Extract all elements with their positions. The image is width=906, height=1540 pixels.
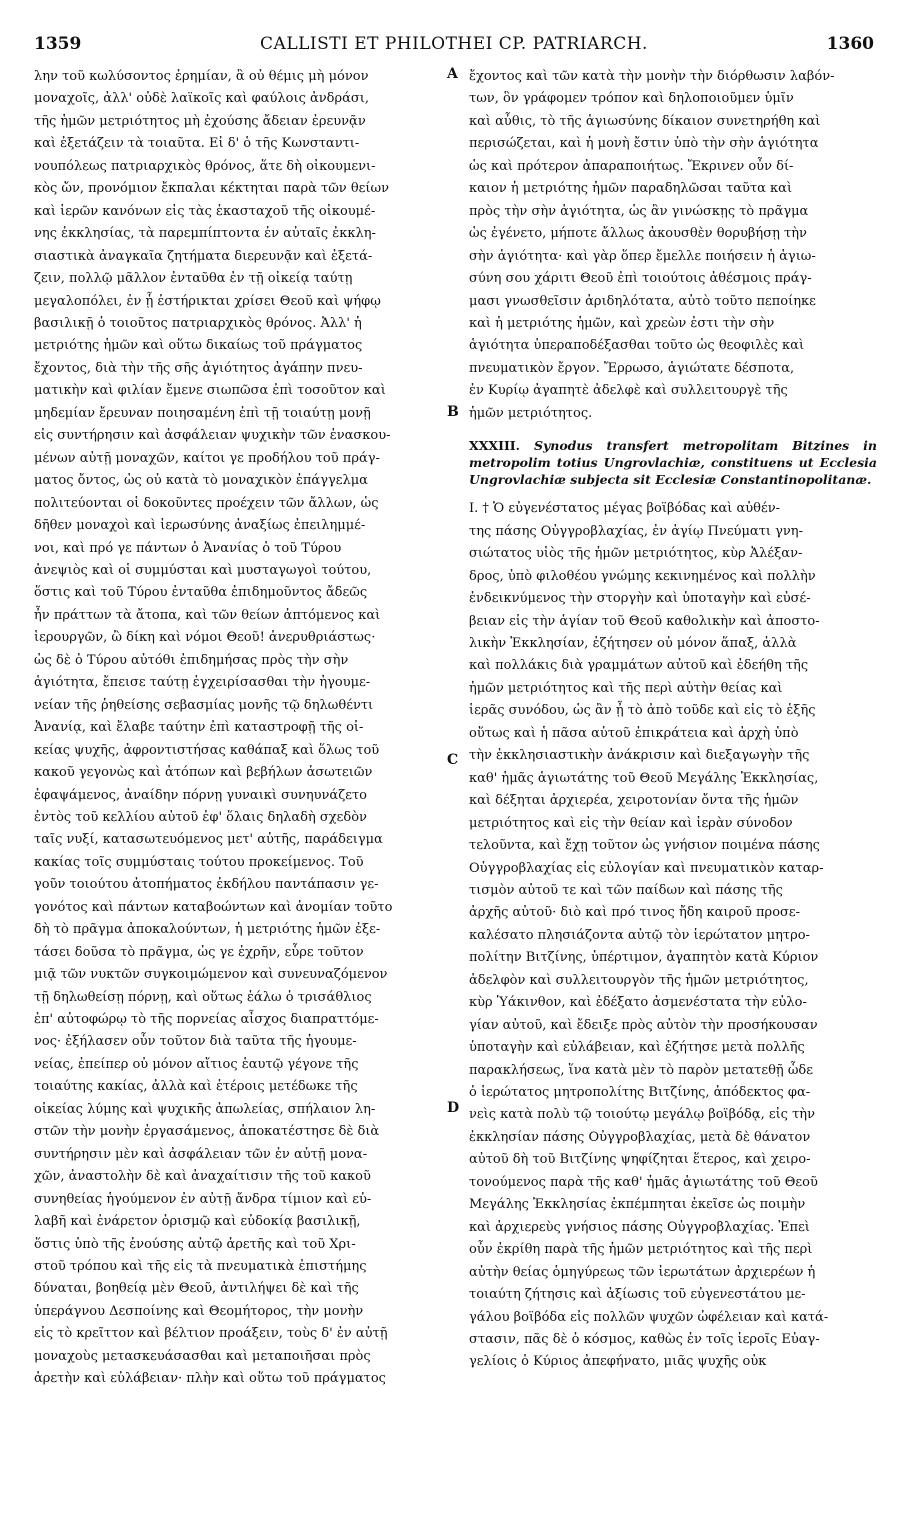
text-line: Οὐγγροβλαχίας εἰς εὐλογίαν καὶ πνευματικὸν καταρ- — [469, 860, 824, 876]
text-line: λικὴν Ἐκκλησίαν, ἐζήτησεν οὐ μόνον ἅπαξ, ἀλλὰ — [469, 635, 797, 651]
text-line: δῆθεν μοναχοὶ καὶ ἱερωσύνης ἀναξίως ἐπειλημμέ- — [34, 518, 366, 534]
text-line: κὺρ Ὑάκινθον, καὶ ἐδέξατο ἀσμενέστατα τὴν εὐλο- — [469, 995, 807, 1011]
page-number-left: 1359 — [34, 34, 82, 54]
text-line: νεὶς κατὰ πολὺ τῷ τοιούτῳ μεγάλῳ βοϊβόδᾳ, εἰς τὴν — [469, 1107, 815, 1123]
text-line: ματος ὄντος, ὡς οὐ κατὰ τὸ μοναχικὸν ἐπάγγελμα — [34, 473, 368, 489]
text-line: συντήρησιν μὲν καὶ ἀσφάλειαν τῶν ἐν αὐτῇ μονα- — [34, 1146, 368, 1162]
margin-marker-a: A — [447, 66, 458, 82]
text-line: σιαστικὰ ἀναγκαῖα ζητήματα διερευνᾷν καὶ ἐξετά- — [34, 248, 373, 264]
text-line: μετριότης ἡμῶν καὶ οὕτω δικαίως τοῦ πράγματος — [34, 338, 363, 354]
margin-marker-c: C — [447, 752, 459, 768]
right-column-letter-end — [469, 66, 877, 425]
right-column-decree-text — [469, 498, 877, 1374]
text-line: οὖν ἐκρίθη παρὰ τῆς ἡμῶν μετριότητος καὶ τῆς περὶ — [469, 1242, 813, 1258]
text-line: στασιν, πᾶς δὲ ὁ κόσμος, καθὼς ἐν τοῖς ἱεροῖς Εὐαγ- — [469, 1332, 820, 1348]
text-line: ζειν, πολλῷ μᾶλλον ἐνταῦθα ἐν τῇ οἰκείᾳ ταύτῃ — [34, 271, 353, 287]
text-line: καὶ ἱερῶν κανόνων εἰς τὰς ἑκασταχοῦ τῆς οἰκουμέ- — [34, 203, 376, 219]
left-column — [34, 66, 445, 1391]
text-line: τῇ δηλωθείσῃ πόρνῃ, καὶ οὕτως ἑάλω ὁ τρισάθλιος — [34, 989, 372, 1005]
page-number-right: 1360 — [826, 34, 874, 54]
text-line: ἁγιότητα, ἔπεισε ταύτῃ ἐγχειρίσασθαι τὴν ἡγουμε- — [34, 675, 371, 691]
text-line: των, ὃν γράφομεν τρόπον καὶ δηλοποιοῦμεν ὑμῖν — [469, 91, 794, 107]
text-line: πολίτην Βιτζίνης, ὑπέρτιμον, ἀγαπητὸν κατὰ Κύριον — [469, 950, 819, 966]
text-line: στοῦ τρόπου καὶ τῆς εἰς τὰ πνευματικὰ ἐπιστήμης — [34, 1259, 367, 1275]
text-line: ὑπεράγνου Δεσποίνης καὶ Θεομήτορος, τὴν μονὴν — [34, 1303, 364, 1319]
text-line: Μεγάλης Ἐκκλησίας ἐκπέμπηται ἐκεῖσε ὡς ποιμὴν — [469, 1197, 806, 1213]
text-line: ὅστις ὑπὸ τῆς ἐνούσης αὐτῷ ἀρετῆς καὶ τοῦ Χρι- — [34, 1236, 356, 1252]
text-line: κὸς ὤν, προνόμιον ἔκπαλαι κέκτηται παρὰ τῶν θείων — [34, 181, 389, 197]
text-line: ἀρετὴν καὶ εὐλάβειαν· πλὴν καὶ οὕτω τοῦ πράγματος — [34, 1371, 386, 1387]
text-line: γελίοις ὁ Κύριος ἀπεφήνατο, μιᾶς ψυχῆς οὐκ — [469, 1354, 767, 1370]
text-line: λην τοῦ κωλύσοντος ἐρημίαν, ἃ οὐ θέμις μὴ μόνον — [34, 69, 369, 84]
text-line: καὶ ἐξετάζειν τὰ τοιαῦτα. Εἰ δ' ὁ τῆς Κωνσταντι- — [34, 136, 360, 152]
text-line: τῆς ἡμῶν μετριότητος μὴ ἐχούσης ἄδειαν ἐρευνᾷν — [34, 113, 366, 129]
text-line: δύναται, βοηθείᾳ μὲν Θεοῦ, ἀντιλήψει δὲ καὶ τῆς — [34, 1281, 359, 1297]
text-line: τὴν ἐκκλησιαστικὴν ἀνάκρισιν καὶ διεξαγωγὴν τῆς — [469, 748, 810, 764]
text-line: εἰς συντήρησιν καὶ ἀσφάλειαν ψυχικὴν τῶν ἐνασκου- — [34, 428, 391, 444]
text-line: μασι γνωσθεῖσιν ἀριδηλότατα, αὐτὸ τοῦτο πεποίηκε — [469, 293, 816, 309]
text-line: ἐφαψάμενος, ἀναίδην πόρνῃ γυναικὶ συνηυνάζετο — [34, 787, 367, 803]
text-line: καὶ δέξηται ἀρχιερέα, χειροτονίαν ὄντα τῆς ἡμῶν — [469, 793, 799, 809]
text-line: μηδεμίαν ἔρευναν ποιησαμένη ἐπὶ τῇ τοιαύτῃ μονῇ — [34, 405, 371, 421]
text-line: τονούμενος παρὰ τῆς καθ' ἡμᾶς ἁγιωτάτης τοῦ Θεοῦ — [469, 1174, 818, 1190]
text-line: μεγαλοπόλει, ἐν ᾗ ἐστήρικται χρίσει Θεοῦ καὶ ψήφῳ — [34, 293, 381, 309]
text-line: ἐντὸς τοῦ κελλίου αὐτοῦ ἐφ' ὅλαις δηλαδὴ σχεδὸν — [34, 809, 367, 825]
text-line: καὶ αὖθις, τὸ τῆς ἁγιωσύνης δίκαιον συνετηρήθη καὶ — [469, 113, 821, 129]
margin-marker-b: B — [447, 404, 459, 420]
text-line: οὕτως καὶ ἡ πᾶσα αὐτοῦ ἐπικράτεια καὶ ἀρχὴ ὑπὸ — [469, 725, 799, 741]
text-line: σὴν ἁγιότητα· καὶ γὰρ ὅπερ ἔμελλε ποιήσειν ἡ ἁγιω- — [469, 248, 816, 264]
text-line: μοναχοῖς, ἀλλ' οὐδὲ λαϊκοῖς καὶ φαύλοις ἀνδράσι, — [34, 91, 370, 107]
text-line: ἐνδεικνύμενος τὴν στοργὴν καὶ ὑποταγὴν καὶ εὐσέ- — [469, 591, 811, 607]
text-line: καὶ ἡ μετριότης ἡμῶν, καὶ χρεὼν ἐστι τὴν σὴν — [469, 315, 775, 331]
text-line: ἐπ' αὐτοφώρῳ τὸ τῆς πορνείας αἶσχος διαπραττόμε- — [34, 1012, 379, 1028]
text-line: ὡς ἐγένετο, μήποτε ἄλλως ἀκουσθὲν θορυβήσῃ τὴν — [469, 226, 807, 242]
text-line: ἀδελφὸν καὶ συλλειτουργὸν τῆς ἡμῶν μετριότητος, — [469, 972, 809, 988]
text-line: λαβῆ καὶ ἐνάρετον ὁρισμῷ καὶ εὐδοκίᾳ βασιλικῇ, — [34, 1214, 361, 1230]
text-line: ἔχοντος καὶ τῶν κατὰ τὴν μονὴν τὴν διόρθωσιν λαβόν- — [469, 69, 835, 84]
text-line: νοι, καὶ πρό γε πάντων ὁ Ἀνανίας ὁ τοῦ Τύρου — [34, 540, 342, 556]
section-number: XXXIII. — [469, 438, 520, 454]
text-line: πνευματικὸν ἔργον. Ἔρρωσο, ἁγιώτατε δέσποτα, — [469, 360, 795, 376]
text-line: της πάσης Οὐγγροβλαχίας, ἐν ἁγίῳ Πνεύματι γνη- — [469, 523, 803, 539]
text-line: κακοῦ γεγονὼς καὶ ἀτόπων καὶ βεβήλων ἀσωτειῶν — [34, 765, 373, 781]
text-line: ταῖς νυξί, κατασωτευόμενος μετ' αὐτῆς, παράδειγμα — [34, 832, 383, 848]
text-line: οἰκείας λύμης καὶ ψυχικῆς ἀπωλείας, σπήλαιον λη- — [34, 1101, 376, 1117]
right-column — [469, 66, 877, 1374]
text-line: Ἀνανίᾳ, καὶ ἔλαβε ταύτην ἐπὶ καταστροφῇ τῆς οἰ- — [34, 720, 364, 736]
text-line: καὶ πολλάκις διὰ γραμμάτων αὐτοῦ καὶ ἐδεήθη τῆς — [469, 658, 809, 674]
text-line: βασιλικῇ ὁ τοιοῦτος πατριαρχικὸς θρόνος. Ἀλλ' ἡ — [34, 315, 362, 331]
text-line: συνηθείας ἡγούμενον ἐν αὐτῇ ἄνδρα τίμιον καὶ εὐ- — [34, 1191, 372, 1207]
text-line: μοναχοὺς μετασκευάσασθαι καὶ μεταποιῆσαι πρὸς — [34, 1348, 371, 1364]
text-line: μετριότητος καὶ εἰς τὴν θείαν καὶ ἱερὰν σύνοδον — [469, 815, 793, 831]
text-line: ὡς δὲ ὁ Τύρου αὐτόθι ἐπιδημήσας πρὸς τὴν σὴν — [34, 652, 349, 668]
text-line: αὐτὴν θείας ὁμηγύρεως τῶν ἱερωτάτων ἀρχιερέων ἡ — [469, 1264, 816, 1280]
text-line: μιᾷ τῶν νυκτῶν συγκοιμώμενον καὶ συνευναζόμενον — [34, 967, 388, 983]
text-line: καθ' ἡμᾶς ἁγιωτάτης τοῦ Θεοῦ Μεγάλης Ἐκκλησίας, — [469, 770, 819, 786]
text-line: ἱερᾶς συνόδου, ὡς ἂν ᾖ τὸ ἀπὸ τοῦδε καὶ εἰς τὸ ἑξῆς — [469, 703, 816, 719]
text-line: περισώζεται, καὶ ἡ μονὴ ἔστιν ὑπὸ τὴν σὴν ἁγιότητα — [469, 136, 819, 152]
text-line: τοιαύτης κακίας, ἀλλὰ καὶ ἑτέροις μετέδωκε τῆς — [34, 1079, 358, 1095]
margin-marker-d: D — [447, 1100, 460, 1116]
text-line: ἱερουργῶν, ὢ δίκη καὶ νόμοι Θεοῦ! ἀνερυθριάστως· — [34, 630, 376, 646]
text-line: ἔχοντος, διὰ τὴν τῆς σῆς ἁγιότητος ἀγάπην πνευ- — [34, 360, 363, 376]
text-line: νείαν τῆς ῥηθείσης σεβασμίας μονῆς τῷ δηλωθέντι — [34, 697, 374, 713]
text-line: ἐν Κυρίῳ ἀγαπητὲ ἀδελφὲ καὶ συλλειτουργὲ τῆς — [469, 383, 788, 399]
text-line: νης ἐκκλησίας, τὰ παρεμπίπτοντα ἐν αὐταῖς ἐκκλη- — [34, 226, 376, 242]
text-line: δρος, ὑπὸ φιλοθέου γνώμης κεκινημένος καὶ πολλὴν — [469, 568, 816, 584]
text-line: δὴ τὸ πρᾶγμα ἀποκαλούντων, ἡ μετριότης ἡμῶν ἐξε- — [34, 922, 381, 938]
text-line: νείας, ἐπείπερ οὐ μόνον αἴτιος ἑαυτῷ γέγονε τῆς — [34, 1056, 359, 1072]
text-line: νος· ἐξήλασεν οὖν τοῦτον διὰ ταῦτα τῆς ἡγουμε- — [34, 1034, 357, 1050]
text-line: πολιτεύονται οἱ δοκοῦντες προέχειν τῶν ἄλλων, ὡς — [34, 495, 379, 511]
text-line: νουπόλεως πατριαρχικὸς θρόνος, ἅτε δὴ οἰκουμενι- — [34, 158, 376, 174]
text-line: ἡμῶν μετριότητος. — [469, 405, 593, 421]
page-header — [34, 34, 874, 62]
text-line: γονότος καὶ πάντων καταβοώντων καὶ ἀνομίαν τοῦτο — [34, 899, 393, 915]
text-line: ἐκκλησίαν πάσης Οὐγγροβλαχίας, μετὰ δὲ θάνατον — [469, 1129, 811, 1145]
text-line: ματικὴν καὶ φιλίαν ἔμενε σιωπῶσα ἐπὶ τοσοῦτον καὶ — [34, 383, 386, 399]
text-line: καιον ἡ μετριότης ἡμῶν παραδηλῶσαι ταῦτα καὶ — [469, 181, 793, 197]
section-heading — [469, 437, 877, 488]
text-line: γοῦν τοιούτου ἀτοπήματος ἐκδήλου παντάπασιν γε- — [34, 877, 379, 893]
text-line: παρακλήσεως, ἵνα κατὰ μὲν τὸ παρὸν μετατεθῇ ὧδε — [469, 1062, 813, 1078]
text-line: σιώτατος υἱὸς τῆς ἡμῶν μετριότητος, κὺρ Ἀλέξαν- — [469, 546, 803, 562]
text-line: ἦν πράττων τὰ ἄτοπα, καὶ τῶν θείων ἁπτόμενος καὶ — [34, 607, 381, 623]
text-line: βειαν εἰς τὴν ἁγίαν τοῦ Θεοῦ καθολικὴν καὶ ἀποστο- — [469, 613, 820, 629]
text-line: αὐτοῦ δὴ τοῦ Βιτζίνης ψηφίζηται ἕτερος, καὶ χειρο- — [469, 1152, 811, 1168]
text-line: ἁγιότητα ὑπεραποδέξασθαι τοῦτο ὡς θεοφιλὲς καὶ — [469, 338, 805, 354]
text-line: καλέσατο πλησιάζοντα αὐτῷ τὸν ἱερώτατον μητρο- — [469, 927, 810, 943]
text-line: μένων αὐτῇ μοναχῶν, καίτοι γε προδήλου τοῦ πράγ- — [34, 450, 380, 466]
text-line: γίαν αὐτοῦ, καὶ ἔδειξε πρὸς αὐτὸν τὴν προσήκουσαν — [469, 1017, 818, 1033]
text-line: χῶν, ἀναστολὴν δὲ καὶ ἀναχαίτισιν τῆς τοῦ κακοῦ — [34, 1169, 371, 1185]
text-line: ὡς καὶ πρότερον ἀπαραποιήτως. Ἔκρινεν οὖν δί- — [469, 158, 794, 174]
text-line: I. † Ὁ εὐγενέστατος μέγας βοϊβόδας καὶ αὐθέν- — [469, 501, 781, 517]
text-line: στῶν τὴν μονὴν ἐργασάμενος, ἀποκατέστησε δὲ διὰ — [34, 1124, 380, 1140]
text-line: ὅστις καὶ τοῦ Τύρου ἐνταῦθα ἐπιδημοῦντος ἄδεῶς — [34, 585, 368, 601]
text-line: καὶ ἀρχιερεὺς γνήσιος πάσης Οὐγγροβλαχίας. Ἐπεὶ — [469, 1219, 810, 1235]
text-line: ἡμῶν μετριότητος καὶ τῆς περὶ αὐτὴν θείας καὶ — [469, 680, 783, 696]
text-line: κείας ψυχῆς, ἀφροντιστήσας καθάπαξ καὶ ὅλως τοῦ — [34, 742, 380, 758]
text-line: τισμὸν αὐτοῦ τε καὶ τῶν παίδων καὶ πάσης τῆς — [469, 882, 783, 898]
text-line: πρὸς τὴν σὴν ἁγιότητα, ὡς ἂν γινώσκῃς τὸ πρᾶγμα — [469, 203, 809, 219]
text-line: ἀνεψιὸς καὶ οἱ συμμύσται καὶ μυσταγωγοὶ τούτου, — [34, 562, 372, 578]
text-line: ὁ ἱερώτατος μητροπολίτης Βιτζίνης, ἀπόδεκτος φα- — [469, 1085, 811, 1101]
text-line: ἀρχῆς αὐτοῦ· διὸ καὶ πρό τινος ἤδη καιροῦ προσε- — [469, 905, 801, 921]
text-line: τοιαύτη ζήτησις καὶ ἀξίωσις τοῦ εὐγενεστάτου με- — [469, 1287, 806, 1303]
text-line: γάλου βοϊβόδα εἰς πολλῶν ψυχῶν ὠφέλειαν καὶ κατά- — [469, 1309, 829, 1325]
text-line: τάσει δοῦσα τὸ πρᾶγμα, ὡς γε ἐχρῆν, εὗρε τοῦτον — [34, 944, 364, 960]
section-heading-text: Synodus transfert metropolitam Bitzines in metropolim totius Ungrovlachiæ, constituens ut Ecclesia Ungrovlachiæ subjecta sit Ecclesiæ Constantinopolitanæ. — [469, 438, 877, 488]
text-line: κακίας τοῖς συμμύσταις τούτου προκείμενος. Τοῦ — [34, 854, 364, 870]
running-title: CALLISTI ET PHILOTHEI CP. PATRIARCH. — [260, 34, 648, 54]
text-line: τελοῦντα, καὶ ἔχῃ τοῦτον ὡς γνήσιον ποιμένα πάσης — [469, 838, 820, 854]
text-line: σύνη σου χάριτι Θεοῦ ἐπὶ τοιούτοις ἀθέσμοις πράγ- — [469, 271, 812, 287]
text-line: ὑποταγὴν καὶ εὐλάβειαν, καὶ ἐζήτησε μετὰ πολλῆς — [469, 1040, 805, 1056]
text-line: εἰς τὸ κρεῖττον καὶ βέλτιον προάξειν, τοὺς δ' ἐν αὐτῇ — [34, 1326, 388, 1342]
